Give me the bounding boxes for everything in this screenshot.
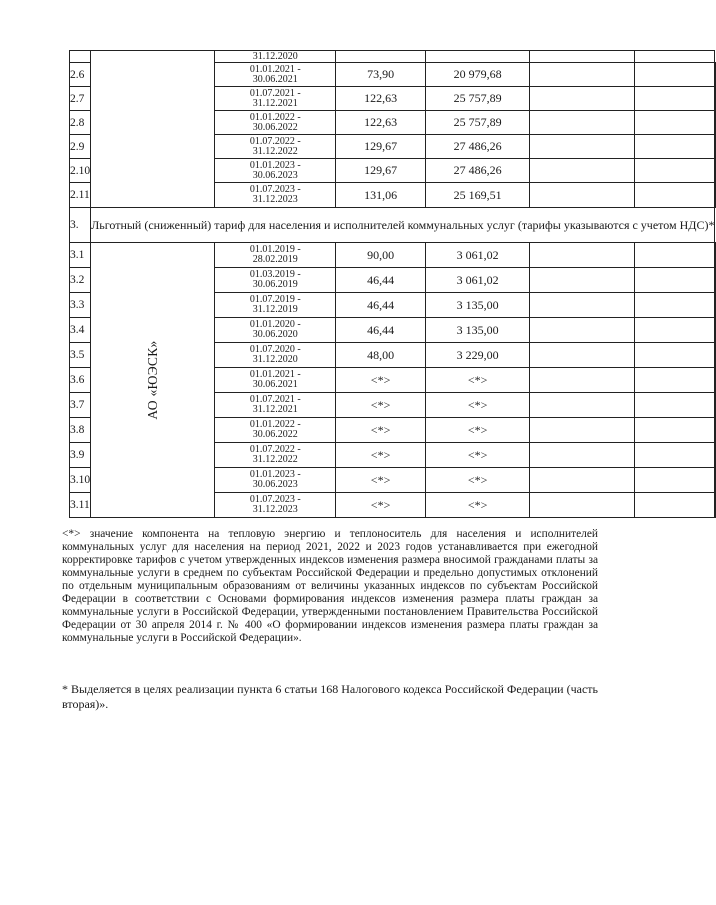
row-number: 3.9 (70, 443, 91, 468)
period-cell (215, 159, 336, 183)
empty-cell (635, 418, 715, 443)
period-cell (215, 135, 336, 159)
empty-cell (530, 293, 635, 318)
period-start: 01.07.2019 - (249, 294, 301, 305)
period-end: 31.12.2022 (252, 454, 298, 465)
period-start: 01.07.2021 - (249, 87, 301, 99)
period-end: 30.06.2023 (252, 479, 298, 490)
empty-cell (530, 443, 635, 468)
period-end: 31.12.2023 (252, 504, 298, 515)
row-number: 3.6 (70, 368, 91, 393)
period-cell (215, 111, 336, 135)
tariff-value: 46,44 (336, 318, 426, 343)
tariff-total: 25 169,51 (426, 183, 530, 208)
row-number: 3.5 (70, 343, 91, 368)
empty-cell (530, 418, 635, 443)
tariff-value: 46,44 (336, 293, 426, 318)
tariff-value: 129,67 (336, 159, 426, 183)
period-start: 01.01.2019 - (249, 244, 301, 255)
empty-cell (635, 63, 715, 87)
tariff-value: <*> (336, 393, 426, 418)
period-end: 28.02.2019 (252, 254, 298, 265)
company-cell-section2 (91, 51, 215, 208)
period-cell (215, 443, 336, 468)
tariff-value: 122,63 (336, 111, 426, 135)
period-end: 31.12.2022 (252, 145, 298, 157)
period-start: 01.01.2023 - (249, 469, 301, 480)
period-cell (215, 63, 336, 87)
empty-cell (426, 51, 530, 63)
empty-cell (635, 318, 715, 343)
period-start: 01.07.2022 - (249, 135, 301, 147)
empty-cell (530, 135, 635, 159)
tariff-total: <*> (426, 393, 530, 418)
empty-cell (530, 63, 635, 87)
period-start: 01.07.2020 - (249, 344, 301, 355)
row-number: 3.2 (70, 268, 91, 293)
period-cell (215, 293, 336, 318)
empty-cell (635, 159, 715, 183)
company-name: АО «ЮЭСК» (144, 340, 160, 420)
empty-cell (530, 87, 635, 111)
period-cell (215, 393, 336, 418)
period-end: 31.12.2020 (252, 354, 298, 365)
period-cell (215, 183, 336, 208)
tariff-total: 20 979,68 (426, 63, 530, 87)
empty-cell (530, 111, 635, 135)
tariff-total: 3 135,00 (426, 293, 530, 318)
empty-cell (530, 243, 635, 268)
tariff-total: 3 061,02 (426, 268, 530, 293)
section-header-row (70, 208, 716, 243)
tariff-total: 3 229,00 (426, 343, 530, 368)
period-start: 01.01.2021 - (249, 63, 301, 75)
empty-cell (530, 318, 635, 343)
section-number: 3. (70, 208, 91, 243)
tariff-value: <*> (336, 468, 426, 493)
period-end: 31.12.2021 (252, 404, 298, 415)
tariff-value: 73,90 (336, 63, 426, 87)
period-cell (215, 493, 336, 518)
period-start: 01.03.2019 - (249, 269, 301, 280)
row-number: 3.8 (70, 418, 91, 443)
empty-cell (530, 268, 635, 293)
empty-cell (635, 183, 715, 208)
empty-cell (530, 343, 635, 368)
row-number: 3.10 (70, 468, 91, 493)
empty-cell (635, 493, 715, 518)
tariff-value: <*> (336, 443, 426, 468)
tariff-total: 3 061,02 (426, 243, 530, 268)
empty-cell (635, 343, 715, 368)
tariff-total: <*> (426, 368, 530, 393)
tariff-total: <*> (426, 468, 530, 493)
period-end: 30.06.2021 (252, 379, 298, 390)
section-title: Льготный (сниженный) тариф для населения и исполнителей коммунальных услуг (тарифы указываются с учетом НДС)* (91, 208, 715, 243)
tariff-value: <*> (336, 493, 426, 518)
row-number: 3.4 (70, 318, 91, 343)
tariff-value: <*> (336, 418, 426, 443)
period-start: 01.01.2022 - (249, 111, 301, 123)
period-cell (215, 318, 336, 343)
row-number: 3.1 (70, 243, 91, 268)
row-number: 2.7 (70, 87, 91, 111)
tariff-total: 3 135,00 (426, 318, 530, 343)
period-cell (215, 268, 336, 293)
tariff-total: 27 486,26 (426, 159, 530, 183)
row-number: 3.11 (70, 493, 91, 518)
period-start: 01.01.2023 - (249, 159, 301, 171)
tariff-value: 131,06 (336, 183, 426, 208)
period-cell (215, 243, 336, 268)
period-start: 01.07.2023 - (249, 184, 301, 195)
tariff-total: <*> (426, 443, 530, 468)
num-cell (70, 51, 91, 63)
empty-cell (530, 159, 635, 183)
tariff-total: <*> (426, 493, 530, 518)
empty-cell (635, 368, 715, 393)
period-end: 30.06.2021 (252, 73, 298, 85)
row-number: 2.11 (70, 183, 91, 208)
empty-cell (530, 493, 635, 518)
period-end: 30.06.2022 (252, 429, 298, 440)
tariff-value: 48,00 (336, 343, 426, 368)
tariff-total: 27 486,26 (426, 135, 530, 159)
period-cell (215, 468, 336, 493)
period-end: 31.12.2019 (252, 304, 298, 315)
empty-cell (635, 268, 715, 293)
period-cell (215, 418, 336, 443)
empty-cell (635, 87, 715, 111)
tariff-value: 129,67 (336, 135, 426, 159)
empty-cell (336, 51, 426, 63)
empty-cell (635, 243, 715, 268)
row-number: 3.7 (70, 393, 91, 418)
period-cell: 31.12.2020 (215, 51, 336, 63)
empty-cell (530, 51, 635, 63)
footnote-vat: * Выделяется в целях реализации пункта 6 статьи 168 Налогового кодекса Российской Федерации (часть вторая)». (62, 682, 599, 711)
empty-cell (635, 468, 715, 493)
period-start: 01.01.2021 - (249, 369, 301, 380)
empty-cell (530, 368, 635, 393)
period-start: 01.01.2020 - (249, 319, 301, 330)
row-number: 3.3 (70, 293, 91, 318)
period-start: 01.01.2022 - (249, 419, 301, 430)
table-row (70, 243, 716, 268)
empty-cell (635, 135, 715, 159)
tariff-value: 90,00 (336, 243, 426, 268)
period-cell (215, 343, 336, 368)
tariff-value: <*> (336, 368, 426, 393)
tariff-total: 25 757,89 (426, 87, 530, 111)
row-number: 2.9 (70, 135, 91, 159)
period-end: 30.06.2022 (252, 121, 298, 133)
period-end: 31.12.2023 (252, 194, 298, 205)
tariff-value: 46,44 (336, 268, 426, 293)
period-start: 01.07.2021 - (249, 394, 301, 405)
period-end: 30.06.2020 (252, 329, 298, 340)
tariff-value: 122,63 (336, 87, 426, 111)
empty-cell (635, 293, 715, 318)
period-end: 30.06.2023 (252, 169, 298, 181)
row-number: 2.8 (70, 111, 91, 135)
company-cell (91, 243, 215, 518)
tariff-total: 25 757,89 (426, 111, 530, 135)
period-end: 30.06.2019 (252, 279, 298, 290)
table-row (70, 51, 716, 63)
empty-cell (635, 393, 715, 418)
period-end: 31.12.2021 (252, 97, 298, 109)
period-start: 01.07.2023 - (249, 494, 301, 505)
empty-cell (530, 183, 635, 208)
footnote-asterisk-angle: <*> значение компонента на тепловую энергию и теплоноситель для населения и исполнителей коммунальных услуг для населения на период 2021, 2022 и 2023 годов устанавливается при ежегодной корректировке тарифов с учетом утвержденных индексов изменения размера вносимой гражданами платы за коммунальные услуги в среднем по субъектам Российской Федерации и предельно допустимых отклонений по отдельным муниципальным образованиям от величины указанных индексов по субъектам Российской Федерации в соответствии с Основами формирования индексов изменения размера платы граждан за коммунальные услуги в Российской Федерации, утвержденными постановлением Правительства Российской Федерации от 30 апреля 2014 г. № 400 «О формировании индексов изменения размера платы граждан за коммунальные услуги в Российской Федерации». (62, 528, 598, 644)
empty-cell (635, 443, 715, 468)
period-cell (215, 87, 336, 111)
tariff-table (69, 50, 716, 518)
empty-cell (530, 468, 635, 493)
empty-cell (635, 111, 715, 135)
row-number: 2.6 (70, 63, 91, 87)
empty-cell (530, 393, 635, 418)
period-start: 01.07.2022 - (249, 444, 301, 455)
row-number: 2.10 (70, 159, 91, 183)
empty-cell (635, 51, 715, 63)
period-cell (215, 368, 336, 393)
tariff-total: <*> (426, 418, 530, 443)
